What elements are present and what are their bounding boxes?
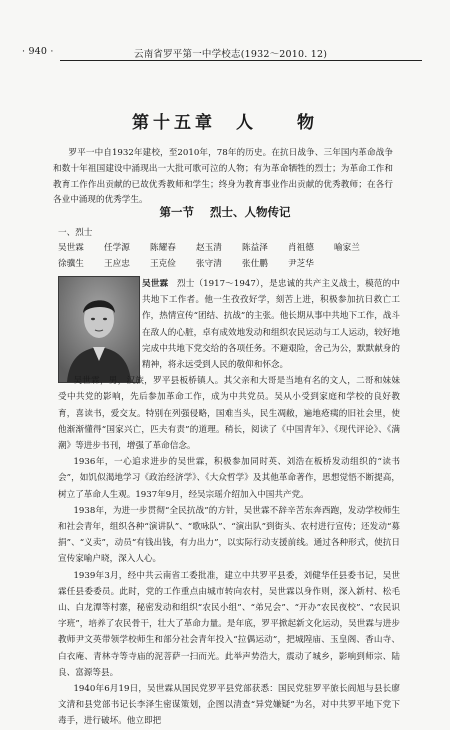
- martyr-name: 赵玉清: [196, 243, 222, 253]
- bio-paragraph: 1936年，一心追求进步的吴世霖，积极参加同时英、刘浩在板桥发动组织的“读书会”，如饥似渴地学习《政治经济学》、《大众哲学》及其他革命著作，思想觉悟不断提高，树立了革命人生观。1937年9月，经吴宗瑶介绍加入中国共产党。: [58, 457, 400, 500]
- martyr-name: 吴世霖: [58, 243, 84, 253]
- subsection-heading: 一、烈士: [58, 228, 93, 238]
- running-title: 云南省罗平第一中学校志(1932～2010. 12): [134, 49, 328, 60]
- martyr-name: 张守清: [196, 258, 222, 269]
- martyr-name: 张仕鹏: [242, 258, 268, 269]
- martyr-name: 肖祖德: [288, 243, 314, 253]
- chapter-title: [0, 108, 450, 133]
- bio-paragraph: 1939年3月，经中共云南省工委批准，建立中共罗平县委，刘健华任县委书记，吴世霖任县委委员。此时，党的工作重点由城市转向农村，吴世霖以身作则，深入新村、松毛山、白龙潭等村寨，秘密发动和组织“农民小组”、“弟兄会”、“开办”农民夜校”、“农民识字班”，培养了农民骨干，壮大了革命力量。是年底，罗平掀起新文化运动，吴世霖与进步教师尹文英带领学校师生和部分社会青年投入“拉偶运动”，把城隍庙、玉皇阁、香山寺、白衣庵、青林寺等寺庙的泥菩萨一扫而光。此举声势浩大，震动了城乡，影响到师宗、陆良、富源等县。: [58, 570, 400, 678]
- bio-paragraph: 1940年6月19日，吴世霖从国民党罗平县党部获悉：国民党驻罗平旅长阎旭与县长廖文清和县党部书记长李泽生密谋策划，企图以清查“异党嫌疑”为名，对中共罗平地下党下毒手，进行破坏。他立即把: [58, 684, 400, 727]
- martyr-name: 王克俭: [150, 258, 176, 269]
- martyr-name: 徐骥生: [58, 258, 84, 269]
- chapter-name-1: 人: [236, 113, 257, 133]
- section-name: 烈士、人物传记: [210, 205, 291, 219]
- chapter-intro: 罗平一中自1932年建校，至2010年，78年的历史。在抗日战争、三年国内革命战争和数十年祖国建设中涌现出一大批可歌可泣的人物；有为革命牺牲的烈士；为革命工作和教育工作作出贡献的已故优秀教师和学生；终身为教育事业作出贡献的优秀教师；在各行各业中涌现的优秀学生。: [53, 148, 393, 206]
- martyr-name: 喻家兰: [334, 243, 360, 253]
- martyr-name: 尹芝华: [288, 258, 314, 269]
- martyr-name-list: [58, 241, 410, 272]
- bio-paragraph: 吴世霖 烈士（1917～1947），是忠诚的共产主义战士，模范的中共地下工作者。他一生孜孜好学，刻苦上进，积极参加抗日救亡工作，热情宣传“团结、抗战”的主张。他长期从事中共地下工作，战斗在敌人的心脏，卓有成效地发动和组织农民运动与工人运动，较好地完成中共地下党交给的各项任务。不避艰险，舍己为公，默默献身的精神，将永远受到人民的敬仰和怀念。: [142, 279, 401, 371]
- chapter-number: 第十五章: [132, 113, 216, 133]
- biography-text: [58, 276, 400, 730]
- martyr-name-row: [58, 241, 410, 257]
- martyr-name-row: [58, 257, 410, 273]
- bio-paragraph: 1938年，为进一步贯彻“全民抗战”的方针，吴世霖不辞辛苦东奔西跑，发动学校师生和社会青年，组织各种“演讲队”、“歌咏队”、“演出队”到街头、农村进行宣传；还发动“募捐”、“义卖”，动员“有钱出钱，有力出力”，以实际行动支援前线。通过各种形式，使抗日宣传家喻户晓，深入人心。: [58, 505, 400, 565]
- martyr-name: 陈益泽: [242, 243, 268, 253]
- martyr-name: 王应忠: [104, 258, 130, 269]
- martyr-name: 任学源: [104, 243, 130, 253]
- martyr-name: 陈耀春: [150, 243, 176, 253]
- header-rule: [60, 60, 422, 61]
- section-number: 第一节: [159, 205, 194, 219]
- section-title: [0, 204, 450, 220]
- chapter-name-2: 物: [297, 113, 318, 133]
- bio-paragraph: 吴世霖，男，汉族，罗平县板桥镇人。其父亲和大哥是当地有名的文人，二哥和妹妹受中共党的影响，先后参加革命工作，成为中共党员。吴从小受到家庭和学校的良好教育，喜读书，爱交友。特别在列强侵略，国难当头，民生凋敝，遍地疮痍的旧社会里，使他渐渐懂得“国家兴亡，匹夫有责”的道理。稍长，阅读了《中国青年》、《现代评论》、《满潮》等进步书刊，增强了革命信念。: [58, 376, 400, 452]
- bio-lead-name: 吴世霖: [142, 279, 169, 289]
- page-number: · 940 ·: [22, 46, 54, 57]
